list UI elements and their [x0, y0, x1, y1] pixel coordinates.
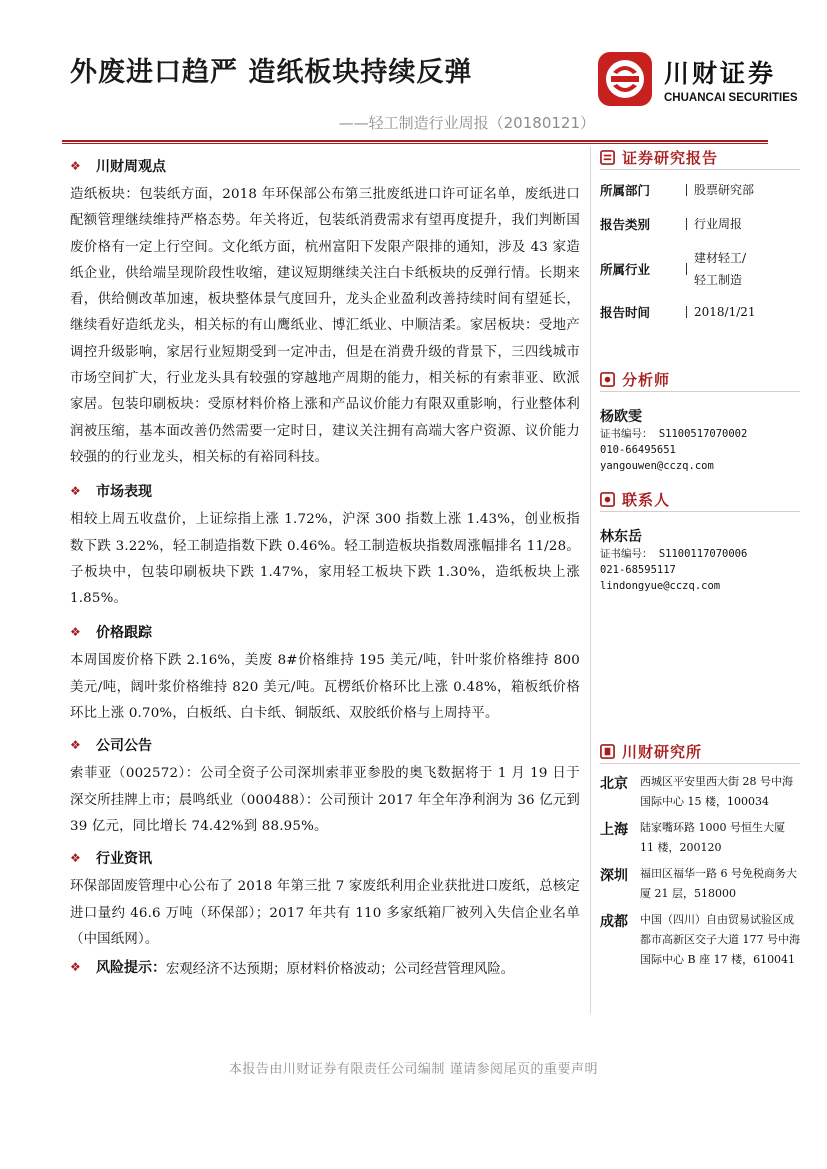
- contact-icon: [600, 492, 615, 507]
- risk-heading: 风险提示：: [96, 960, 166, 977]
- info-row-department: 所属部门 股票研究部: [600, 183, 755, 198]
- office-chengdu: 成都 中国（四川）自由贸易试验区成都市高新区交子大道 177 号中海国际中心 B 座 17 楼，610041: [600, 913, 800, 966]
- main-content: [70, 150, 580, 977]
- building-icon: [600, 744, 615, 759]
- section-heading-industry: ❖ 行业资讯: [70, 851, 152, 868]
- analyst-heading: 分析师: [600, 370, 800, 392]
- analyst-panel: [600, 370, 800, 474]
- analyst-cert: 证书编号： S1100517070002: [600, 428, 748, 440]
- report-subtitle: ——轻工制造行业周报（20180121）: [338, 114, 595, 132]
- diamond-bullet-icon: ❖: [70, 625, 81, 640]
- logo-name-cn: 川财证券: [664, 59, 777, 88]
- contact-phone: 021-68595117: [600, 564, 676, 576]
- office-beijing: 北京 西城区平安里西大街 28 号中海国际中心 15 楼，100034: [600, 775, 793, 808]
- industry-paragraph: 环保部固废管理中心公布了 2018 年第三批 7 家废纸利用企业获批进口废纸，总核定进口量约 46.6 万吨（环保部）；2017 年共有 110 多家纸箱厂被列入失信企业名单（中国纸网）。: [70, 879, 580, 947]
- report-info-heading: 证券研究报告: [600, 148, 800, 170]
- company-paragraph: 索菲亚（002572）：公司全资子公司深圳索菲亚参股的奥飞数据将于 1 月 19 日于深交所挂牌上市；晨鸣纸业（000488）：公司预计 2017 年全年净利润为 36 亿元到 39 亿元，同比增长 74.42%到 88.95%。: [70, 766, 580, 834]
- analyst-name: 杨欧雯: [600, 409, 642, 425]
- diamond-bullet-icon: ❖: [70, 159, 81, 173]
- report-title: 外废进口趋严 造纸板块持续反弹: [70, 57, 473, 88]
- price-paragraph: 本周国废价格下跌 2.16%，美废 8#价格维持 195 美元/吨，针叶浆价格维持 800 美元/吨，阔叶浆价格维持 820 美元/吨。瓦楞纸价格环比上涨 0.48%，箱板纸价格环比上涨 0.70%，白板纸、白卡纸、铜版纸、双胶纸价格与上周持平。: [70, 653, 580, 722]
- analyst-icon: [600, 372, 615, 387]
- section-heading-company: ❖ 公司公告: [70, 738, 152, 755]
- institute-heading: 川财研究所: [600, 742, 800, 764]
- diamond-bullet-icon: ❖: [70, 484, 81, 499]
- analyst-phone: 010-66495651: [600, 444, 676, 456]
- contact-name: 林东岳: [600, 529, 642, 545]
- report-info-panel: [600, 148, 800, 324]
- header-divider: [62, 140, 768, 142]
- contact-email[interactable]: lindongyue@cczq.com: [600, 580, 721, 592]
- analyst-email[interactable]: yangouwen@cczq.com: [600, 460, 714, 472]
- office-shenzhen: 深圳 福田区福华一路 6 号免税商务大厦 21 层，518000: [600, 867, 797, 900]
- contact-heading: 联系人: [600, 490, 800, 512]
- diamond-bullet-icon: ❖: [70, 738, 81, 753]
- section-heading-market: ❖ 市场表现: [70, 484, 152, 501]
- info-row-category: 报告类别 行业周报: [600, 217, 743, 232]
- header-divider-thin: [62, 143, 768, 144]
- market-paragraph: 相较上周五收盘价，上证综指上涨 1.72%，沪深 300 指数上涨 1.43%，创业板指数下跌 3.22%，轻工制造指数下跌 0.46%。轻工制造板块指数周涨幅排名 11/28。子板块中，包装印刷板块下跌 1.47%，家用轻工板块下跌 1.30%，造纸板块上涨 1.85%。: [70, 512, 580, 607]
- risk-text: 宏观经济不达预期；原材料价格波动；公司经营管理风险。: [166, 961, 515, 977]
- risk-line: [70, 957, 580, 977]
- company-logo: [598, 52, 798, 110]
- column-divider: [590, 146, 591, 1014]
- contact-cert: 证书编号： S1100117070006: [600, 548, 748, 560]
- institute-panel: [600, 742, 800, 976]
- diamond-bullet-icon: ❖: [70, 851, 81, 866]
- info-row-date: 报告时间 2018/1/21: [600, 305, 756, 320]
- footer-disclaimer: 本报告由川财证券有限责任公司编制 谨请参阅尾页的重要声明: [228, 1062, 599, 1077]
- view-paragraph: 造纸板块：包装纸方面，2018 年环保部公布第三批废纸进口许可证名单，废纸进口配额管理继续维持严格态势。年关将近，包装纸消费需求有望再度提升，我们判断国废价格有一定上行空间。文化纸方面，杭州富阳下发限产限排的通知，涉及 43 家造纸企业，供给端呈现阶段性收缩，建议短期继续关注白卡纸板块的反弹行情。长期来看，供给侧改革加速，板块整体景气度回升，龙头企业盈利改善持续时间有望延长，继续看好造纸龙头，相关标的有山鹰纸业、博汇纸业、中顺洁柔。家居板块：受地产调控升级影响，家居行业短期受到一定冲击，但是在消费升级的背景下，三四线城市市场空间扩大，行业龙头具有较强的穿越地产周期的能力，相关标的有索菲亚、欧派家居。包装印刷板块：受原材料价格上涨和产品议价能力有限双重影响，行业整体利润被压缩，基本面改善仍然需要一定时日，建议关注拥有高端大客户资源、议价能力较强的的行业龙头，相关标的有裕同科技。: [70, 187, 580, 465]
- logo-mark-icon: [598, 52, 652, 106]
- info-row-industry: 所属行业 建材轻工/ 轻工制造: [600, 251, 747, 287]
- diamond-bullet-icon: ❖: [70, 960, 81, 975]
- report-icon: [600, 150, 615, 165]
- contact-panel: [600, 490, 800, 594]
- office-shanghai: 上海 陆家嘴环路 1000 号恒生大厦 11 楼，200120: [600, 821, 785, 854]
- section-heading-view: ❖ 川财周观点: [70, 159, 166, 175]
- section-heading-price: ❖ 价格跟踪: [70, 625, 152, 642]
- logo-name-en: CHUANCAI SECURITIES: [664, 92, 798, 104]
